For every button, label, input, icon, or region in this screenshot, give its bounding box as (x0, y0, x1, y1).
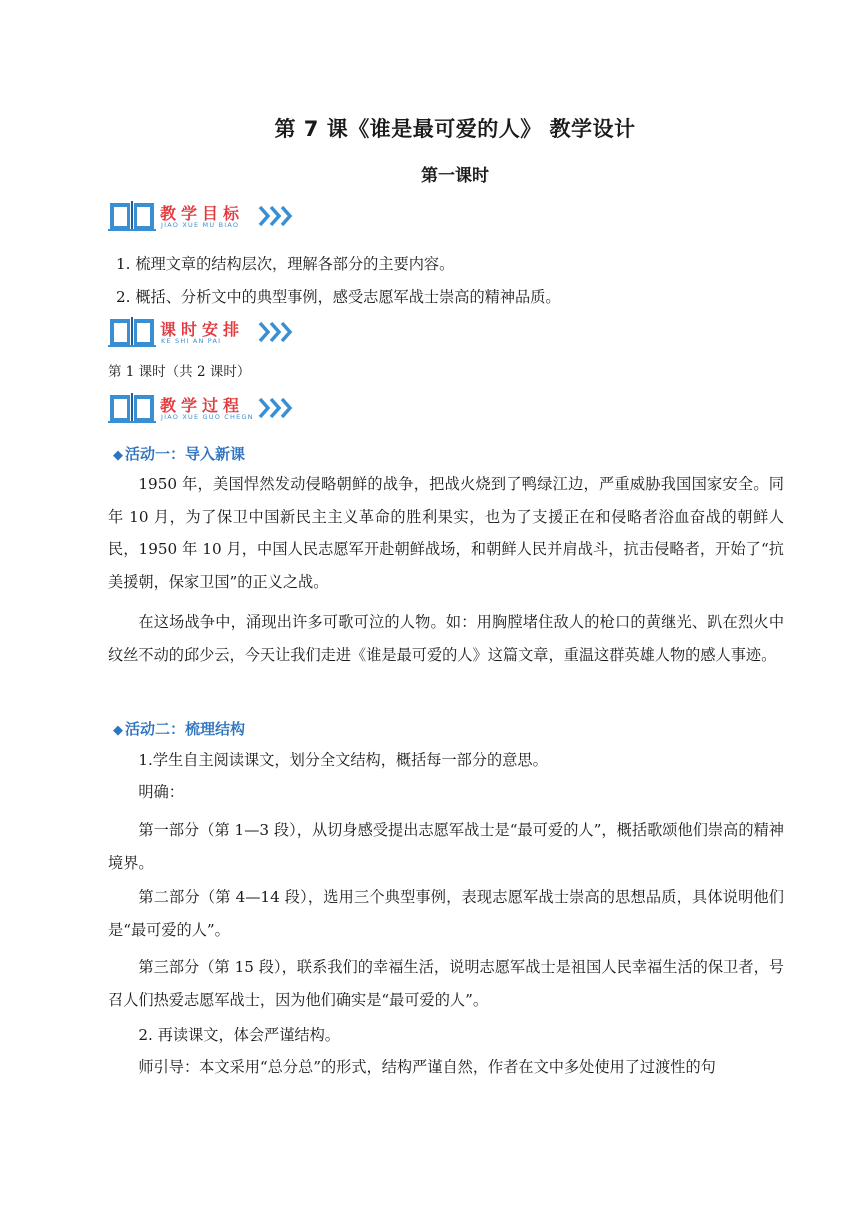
chevron-right-icon (258, 397, 298, 419)
page-subtitle: 第一课时 (421, 166, 489, 186)
chevron-right-icon (258, 205, 298, 227)
activity-2-clarify: 明确： (138, 783, 184, 801)
page-title: 第 7 课《谁是最可爱的人》 教学设计 (274, 117, 636, 141)
section-banner-goals (108, 199, 308, 235)
activity-1-heading (113, 443, 245, 464)
book-icon (108, 199, 156, 231)
section-title: 教学过程 (160, 396, 245, 415)
activity-2-step-2: 2. 再读课文，体会严谨结构。 (138, 1026, 340, 1044)
section-pinyin: KE SHI AN PAI (161, 337, 222, 345)
chevron-right-icon (258, 321, 298, 343)
structure-part-1: 第一部分（第 1—3 段），从切身感受提出志愿军战士是“最可爱的人”，概括歌颂他们崇高的精神境界。 (108, 821, 784, 872)
goal-1: 1. 梳理文章的结构层次，理解各部分的主要内容。 (116, 255, 455, 273)
schedule-text: 第 1 课时（共 2 课时） (108, 364, 251, 380)
structure-part-3: 第三部分（第 15 段），联系我们的幸福生活，说明志愿军战士是祖国人民幸福生活的保卫者，号召人们热爱志愿军战士，因为他们确实是“最可爱的人”。 (108, 958, 784, 1009)
book-icon (108, 315, 156, 347)
activity-1-heading-text: 活动一：导入新课 (125, 445, 246, 463)
section-banner-process (108, 391, 308, 427)
section-title: 教学目标 (160, 204, 245, 223)
activity-2-step-1: 1.学生自主阅读课文，划分全文结构，概括每一部分的意思。 (138, 751, 548, 769)
activity-1-paragraph-2: 在这场战争中，涌现出许多可歌可泣的人物。如：用胸膛堵住敌人的枪口的黄继光、趴在烈火中纹丝不动的邱少云，今天让我们走进《谁是最可爱的人》这篇文章，重温这群英雄人物的感人事迹。 (108, 613, 784, 664)
activity-2-heading-text: 活动二：梳理结构 (125, 720, 246, 738)
diamond-icon: ◆ (113, 723, 123, 738)
section-title: 课时安排 (160, 320, 245, 339)
activity-1-paragraph-1: 1950 年，美国悍然发动侵略朝鲜的战争，把战火烧到了鸭绿江边，严重威胁我国国家安全。同年 10 月，为了保卫中国新民主主义革命的胜利果实，也为了支援正在和侵略者浴血奋战的朝鲜人民，1950 年 10 月，中国人民志愿军开赴朝鲜战场，和朝鲜人民并肩战斗，抗击侵略者，开始了“抗美援朝，保家卫国”的正义之战。 (108, 475, 784, 591)
book-icon (108, 391, 156, 423)
diamond-icon: ◆ (113, 448, 123, 463)
section-pinyin: JIAO XUE MU BIAO (161, 221, 240, 229)
section-banner-schedule (108, 315, 308, 351)
section-pinyin: JIAO XUE GUO CHEGN (161, 413, 254, 421)
teacher-guide: 师引导：本文采用“总分总”的形式，结构严谨自然，作者在文中多处使用了过渡性的句 (138, 1058, 716, 1076)
structure-part-2: 第二部分（第 4—14 段），选用三个典型事例，表现志愿军战士崇高的思想品质，具体说明他们是“最可爱的人”。 (108, 888, 784, 939)
activity-2-heading (113, 718, 245, 739)
goal-2: 2. 概括、分析文中的典型事例，感受志愿军战士崇高的精神品质。 (116, 288, 561, 306)
